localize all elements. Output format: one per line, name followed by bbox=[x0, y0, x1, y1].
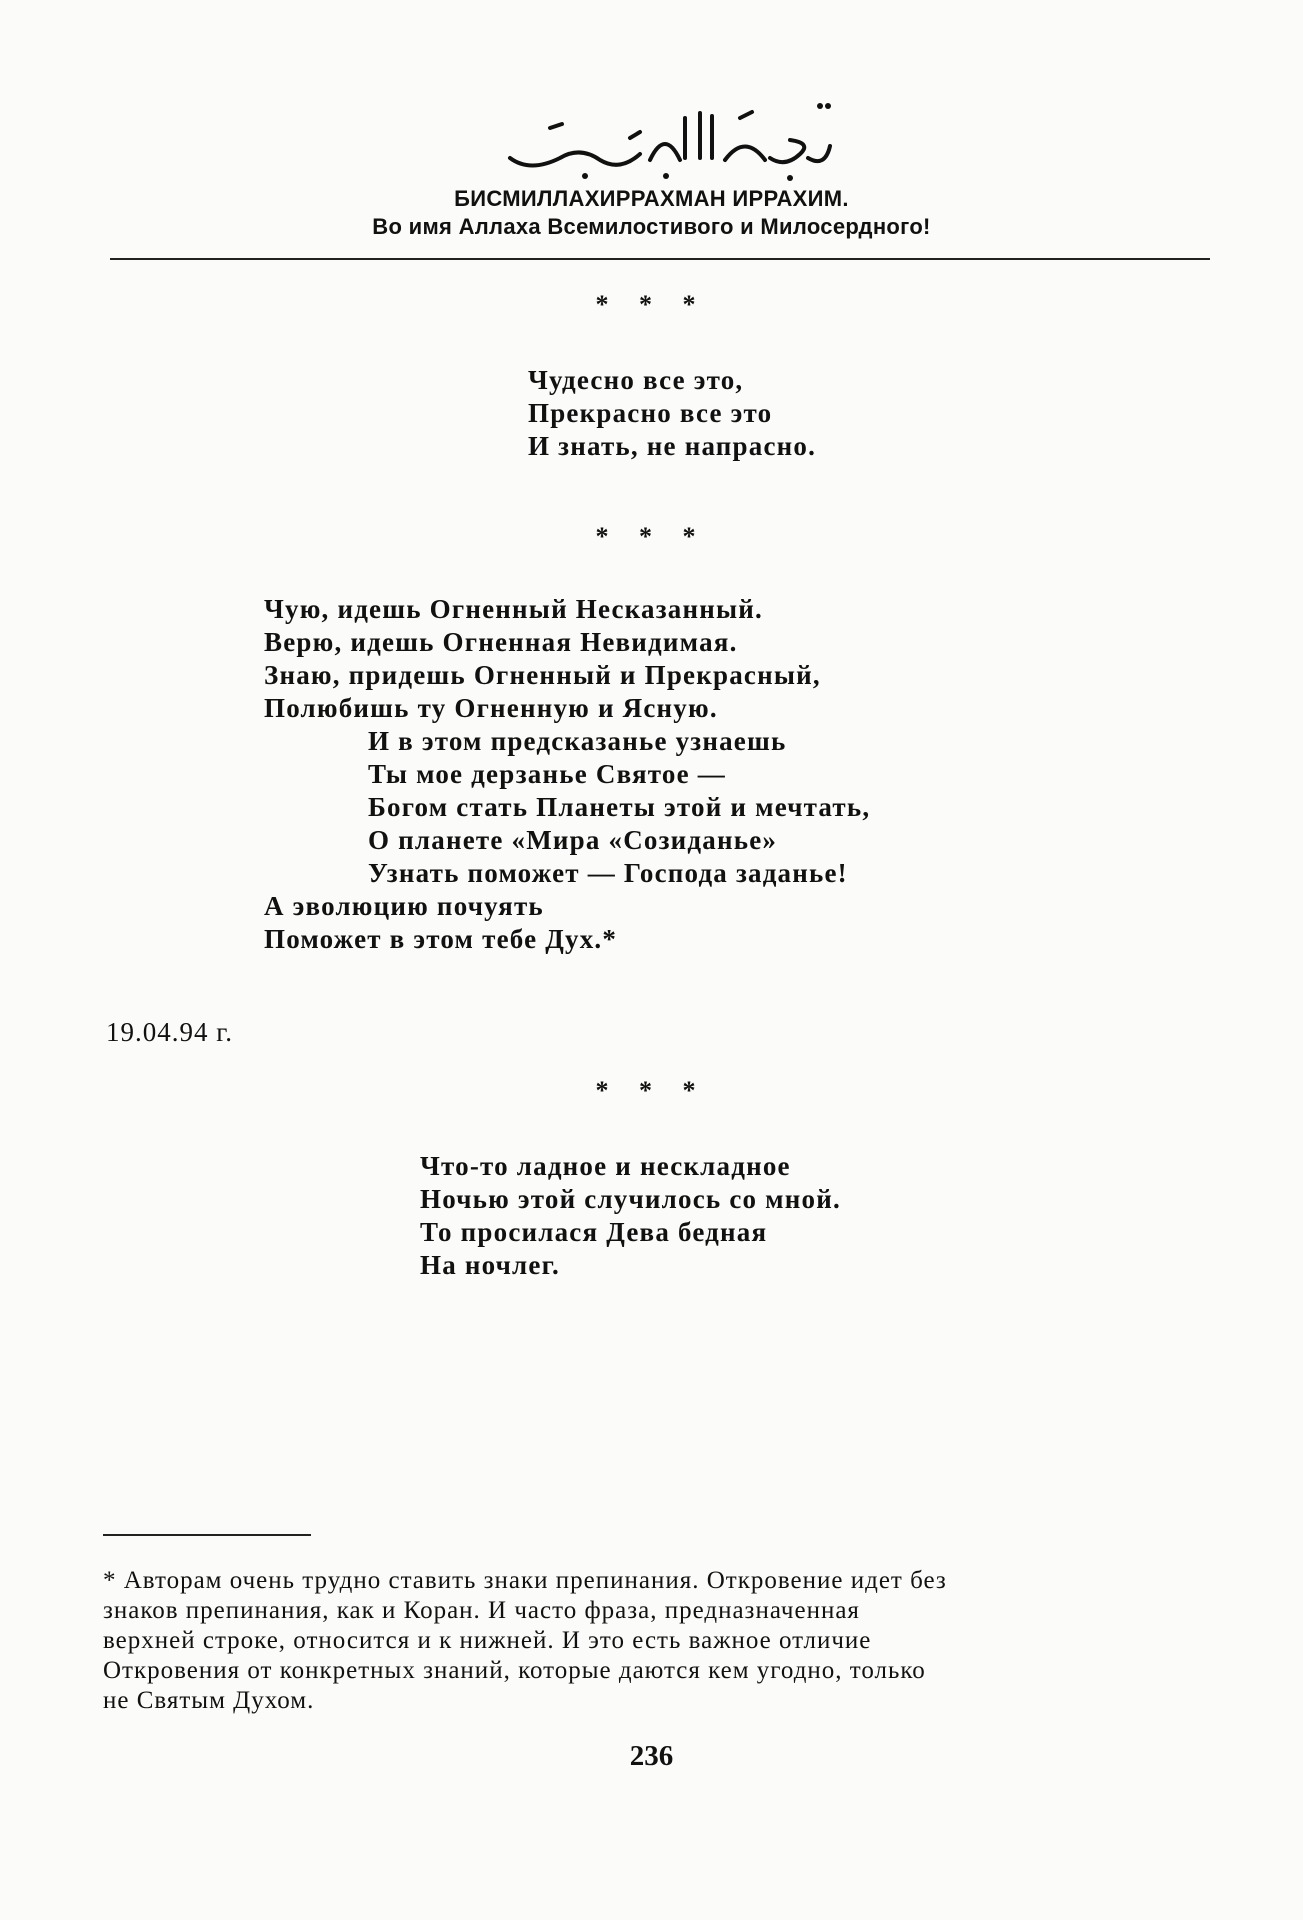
footnote-line: не Святым Духом. bbox=[103, 1687, 315, 1714]
header-subtitle: Во имя Аллаха Всемилостивого и Милосердного! bbox=[372, 214, 931, 239]
footnote-line: знаков препинания, как и Коран. И часто фраза, предназначенная bbox=[103, 1597, 860, 1624]
page-number: 236 bbox=[629, 1740, 674, 1772]
poem-line: Ты мое дерзанье Святое — bbox=[368, 759, 726, 789]
poem-line: То просилася Дева бедная bbox=[420, 1217, 768, 1247]
separator-3: * * * bbox=[595, 1076, 708, 1105]
poem-3 bbox=[420, 1150, 841, 1282]
poem-line: Чую, идешь Огненный Несказанный. bbox=[264, 594, 763, 624]
poem-line: Богом стать Планеты этой и мечтать, bbox=[368, 792, 871, 822]
footnote-line: * Авторам очень трудно ставить знаки препинания. Откровение идет без bbox=[103, 1567, 947, 1594]
footnote-line: Откровения от конкретных знаний, которые даются кем угодно, только bbox=[103, 1657, 926, 1684]
bismillah-calligraphy bbox=[490, 88, 840, 188]
footnote-rule bbox=[103, 1534, 311, 1536]
poem-line: На ночлег. bbox=[420, 1250, 560, 1280]
poem-2 bbox=[264, 593, 870, 956]
header-rule bbox=[110, 258, 1210, 260]
footnote bbox=[103, 1566, 1203, 1716]
poem-line: Знаю, придешь Огненный и Прекрасный, bbox=[264, 660, 821, 690]
poem-line: А эволюцию почуять bbox=[264, 891, 544, 921]
poem-line: О планете «Мира «Созиданье» bbox=[368, 825, 778, 855]
poem-line: Полюбишь ту Огненную и Ясную. bbox=[264, 693, 718, 723]
poem-line: Прекрасно все это bbox=[528, 398, 773, 428]
poem-1 bbox=[528, 364, 816, 463]
footnote-line: верхней строке, относится и к нижней. И это есть важное отличие bbox=[103, 1627, 872, 1654]
poem-date: 19.04.94 г. bbox=[106, 1017, 234, 1047]
separator-1: * * * bbox=[595, 290, 708, 319]
poem-line: И в этом предсказанье узнаешь bbox=[368, 726, 787, 756]
separator-2: * * * bbox=[595, 522, 708, 551]
header-title: БИСМИЛЛАХИРРАХМАН ИРРАХИМ. bbox=[454, 186, 849, 211]
poem-line: Верю, идешь Огненная Невидимая. bbox=[264, 627, 738, 657]
poem-line: Ночью этой случилось со мной. bbox=[420, 1184, 841, 1214]
poem-line: Поможет в этом тебе Дух.* bbox=[264, 924, 618, 954]
poem-line: Узнать поможет — Господа заданье! bbox=[368, 858, 848, 888]
poem-line: И знать, не напрасно. bbox=[528, 431, 817, 461]
poem-line: Чудесно все это, bbox=[528, 365, 744, 395]
poem-line: Что-то ладное и нескладное bbox=[420, 1151, 791, 1181]
